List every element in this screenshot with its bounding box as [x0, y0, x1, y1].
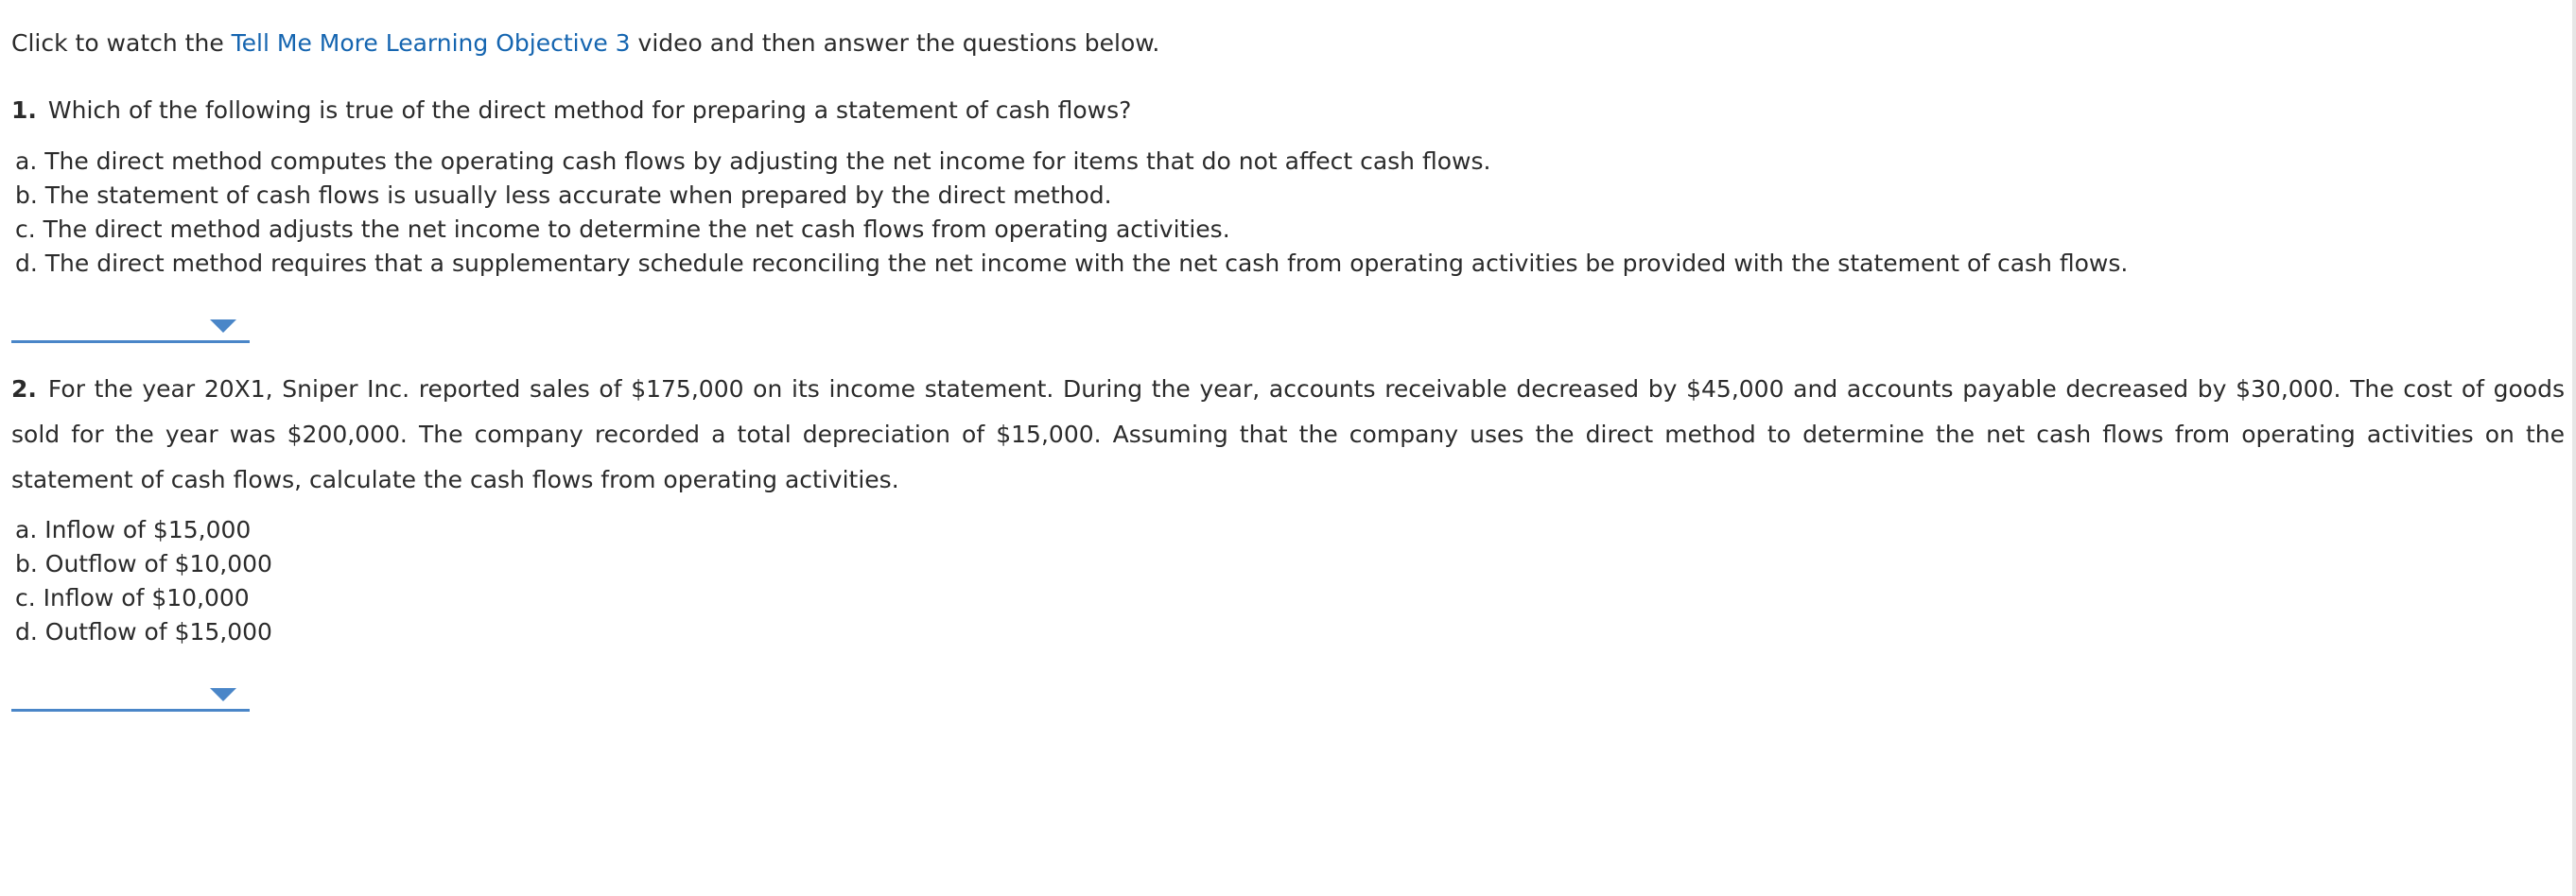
question-1-option-d: d. The direct method requires that a supplementary schedule reconciling the net income with the net cash from operating activities be provided with the statement of cash flows.	[15, 250, 2129, 277]
question-2-option-c: c. Inflow of $10,000	[15, 584, 250, 612]
question-2-options	[15, 513, 272, 649]
question-1-options	[15, 145, 2128, 281]
intro-suffix: video and then answer the questions below.	[630, 29, 1160, 57]
question-2-text: For the year 20X1, Sniper Inc. reported sales of $175,000 on its income statement. During the year, accounts receivable decreased by $45,000 and accounts payable decreased by $30,000. The cost of goods sold for the year was $200,000. The company recorded a total depreciation of $15,000. Assuming that the company uses the direct method to determine the net cash flows from operating activities on the statement of cash flows, calculate the cash flows from operating activities.	[11, 375, 2565, 493]
intro-instructions	[11, 26, 1159, 60]
question-2-answer-dropdown[interactable]	[11, 681, 250, 712]
question-1-option-b: b. The statement of cash flows is usually less accurate when prepared by the direct method.	[15, 181, 1112, 209]
question-1-text: Which of the following is true of the direct method for preparing a statement of cash flows?	[47, 96, 1132, 124]
intro-prefix: Click to watch the	[11, 29, 232, 57]
question-2-option-d: d. Outflow of $15,000	[15, 618, 272, 646]
scrollbar[interactable]	[2572, 0, 2576, 896]
question-2-stem	[11, 367, 2565, 503]
question-2-option-a: a. Inflow of $15,000	[15, 516, 252, 543]
question-1-number: 1.	[11, 96, 37, 124]
question-2-number: 2.	[11, 375, 37, 403]
tell-me-more-video-link[interactable]: Tell Me More Learning Objective 3	[231, 29, 631, 57]
question-2-option-b: b. Outflow of $10,000	[15, 550, 272, 577]
question-1-stem	[11, 94, 1131, 128]
chevron-down-icon	[210, 319, 236, 333]
question-1-option-a: a. The direct method computes the operating cash flows by adjusting the net income for items that do not affect cash flows.	[15, 147, 1491, 175]
question-1-option-c: c. The direct method adjusts the net income to determine the net cash flows from operating activities.	[15, 215, 1230, 243]
question-1-answer-dropdown[interactable]	[11, 312, 250, 343]
chevron-down-icon	[210, 688, 236, 701]
